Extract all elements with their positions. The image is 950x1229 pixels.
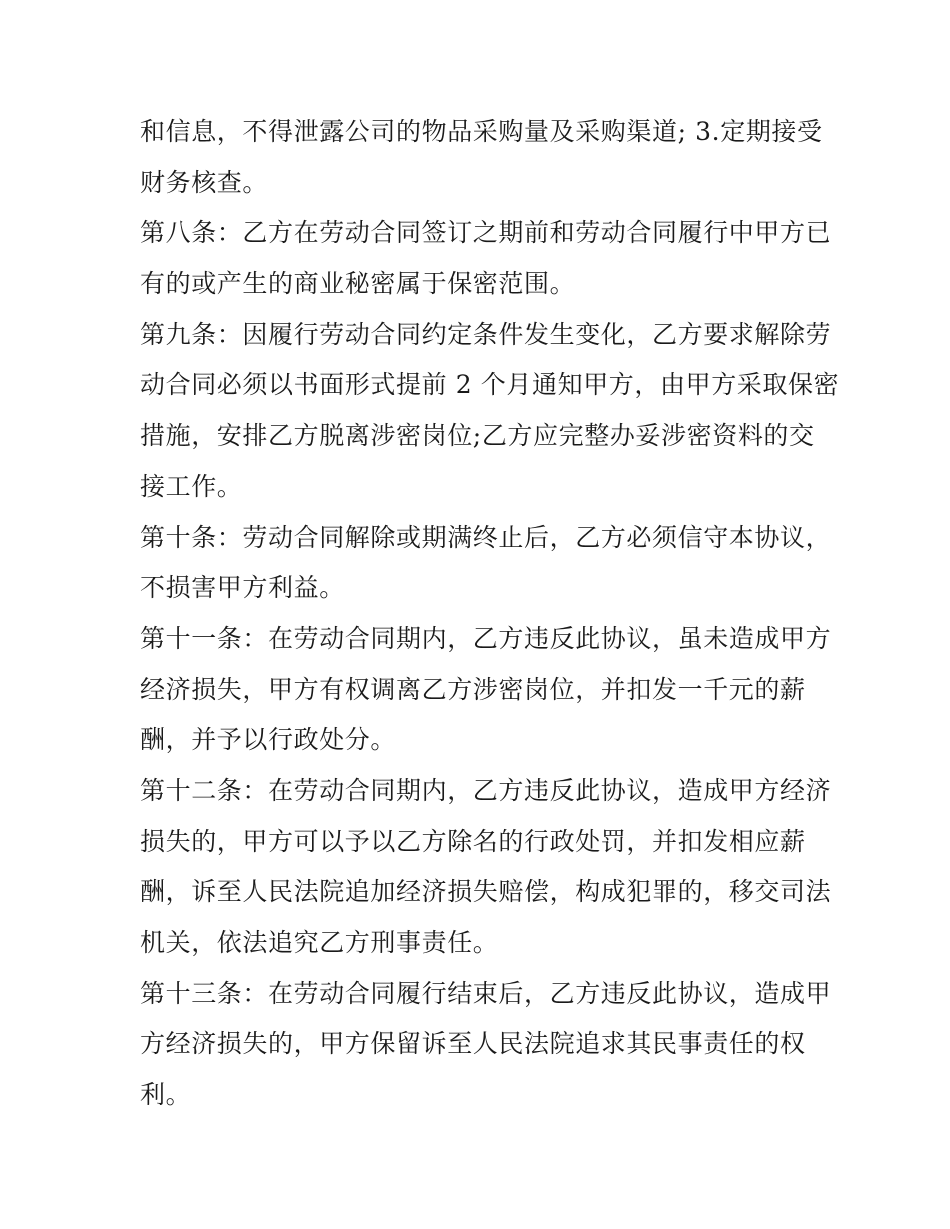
text-line: 财务核查。 <box>140 167 269 197</box>
text-line: 第十条：劳动合同解除或期满终止后，乙方必须信守本协议， <box>140 522 832 552</box>
text-line: 酬，并予以行政处分。 <box>140 725 397 755</box>
text-line: 和信息，不得泄露公司的物品采购量及采购渠道; 3.定期接受 <box>140 117 823 146</box>
text-line: 措施，安排乙方脱离涉密岗位;乙方应完整办妥涉密资料的交 <box>140 421 815 451</box>
text-line: 接工作。 <box>140 471 243 501</box>
text-line: 第九条：因履行劳动合同约定条件发生变化，乙方要求解除劳 <box>140 319 832 349</box>
text-line: 第十二条：在劳动合同期内，乙方违反此协议，造成甲方经济 <box>140 775 832 805</box>
text-line: 利。 <box>140 1080 192 1110</box>
text-line: 第八条：乙方在劳动合同签订之期前和劳动合同履行中甲方已 <box>140 218 832 248</box>
text-line: 损失的，甲方可以予以乙方除名的行政处罚，并扣发相应薪 <box>140 826 806 856</box>
text-line: 第十一条：在劳动合同期内，乙方违反此协议，虽未造成甲方 <box>140 623 832 653</box>
text-line: 有的或产生的商业秘密属于保密范围。 <box>140 269 576 299</box>
text-line: 第十三条：在劳动合同履行结束后，乙方违反此协议，造成甲 <box>140 978 832 1008</box>
text-line: 经济损失，甲方有权调离乙方涉密岗位，并扣发一千元的薪 <box>140 674 806 704</box>
text-line: 机关，依法追究乙方刑事责任。 <box>140 928 499 957</box>
text-line: 方经济损失的，甲方保留诉至人民法院追求其民事责任的权 <box>140 1029 806 1059</box>
document-body <box>140 107 840 1121</box>
text-line: 动合同必须以书面形式提前 2 个月通知甲方，由甲方采取保密 <box>140 370 840 400</box>
text-line: 不损害甲方利益。 <box>140 573 345 603</box>
text-line: 酬，诉至人民法院追加经济损失赔偿，构成犯罪的，移交司法 <box>140 877 832 907</box>
